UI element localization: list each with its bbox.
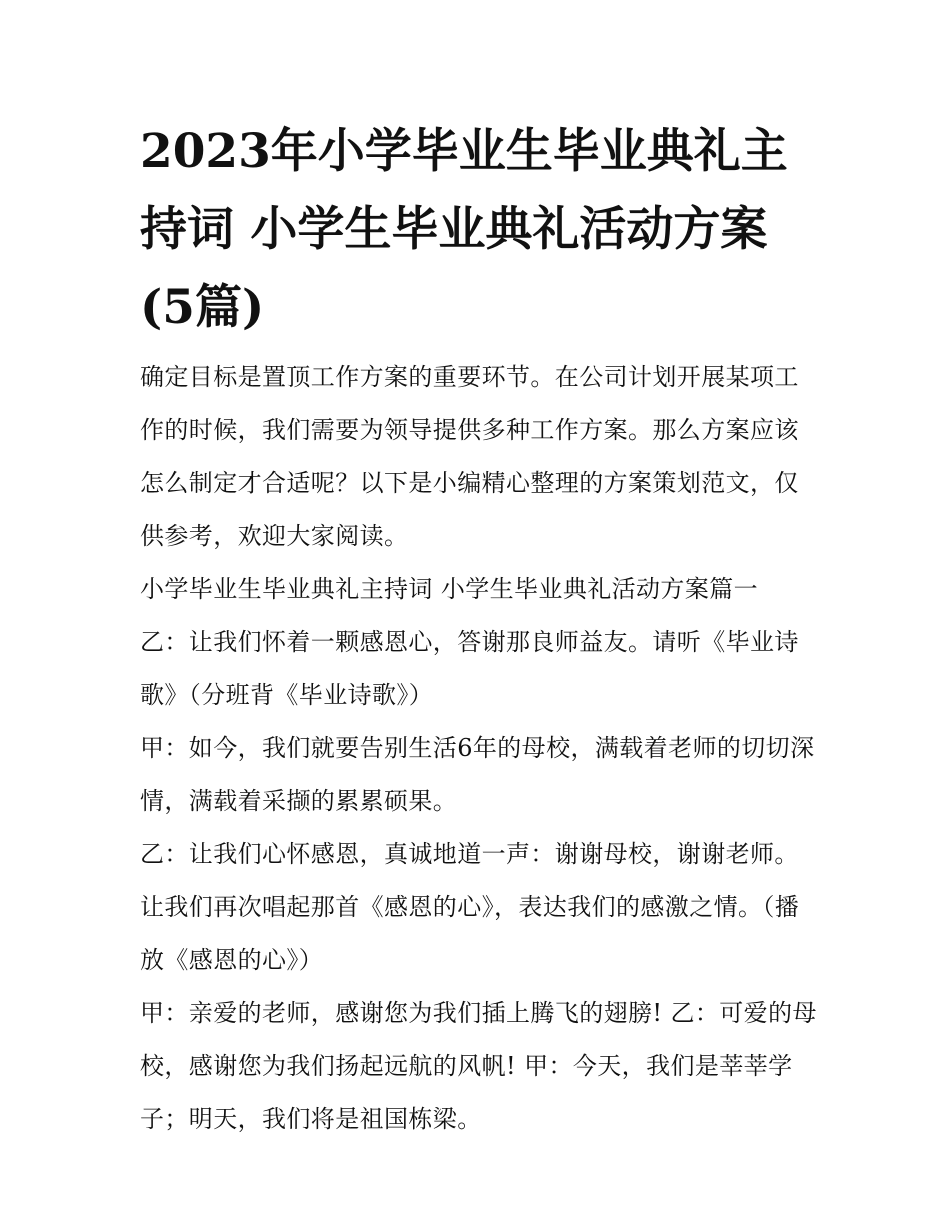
script-paragraph: 甲：亲爱的老师，感谢您为我们插上腾飞的翅膀! 乙：可爱的母校，感谢您为我们扬起远航的风帆! 甲：今天，我们是莘莘学子；明天，我们将是祖国栋梁。: [140, 999, 817, 1133]
section-heading: 小学毕业生毕业典礼主持词 小学生毕业典礼活动方案篇一: [140, 575, 759, 603]
intro-paragraph: 确定目标是置顶工作方案的重要环节。在公司计划开展某项工作的时候，我们需要为领导提供多种工作方案。那么方案应该怎么制定才合适呢？以下是小编精心整理的方案策划范文，仅供参考，欢迎大家阅读。: [140, 363, 799, 550]
document-title: 2023年小学毕业生毕业典礼主持词 小学生毕业典礼活动方案(5篇): [140, 124, 788, 335]
script-paragraph: 乙：让我们怀着一颗感恩心，答谢那良师益友。请听《毕业诗歌》（分班背《毕业诗歌》）: [140, 628, 799, 709]
document-page: [140, 113, 820, 1146]
script-paragraph: 甲：如今，我们就要告别生活6年的母校，满载着老师的切切深情，满载着采撷的累累硕果。: [140, 734, 815, 815]
script-paragraph: 乙：让我们心怀感恩，真诚地道一声：谢谢母校，谢谢老师。让我们再次唱起那首《感恩的心》，表达我们的感激之情。（播放《感恩的心》）: [140, 840, 800, 974]
